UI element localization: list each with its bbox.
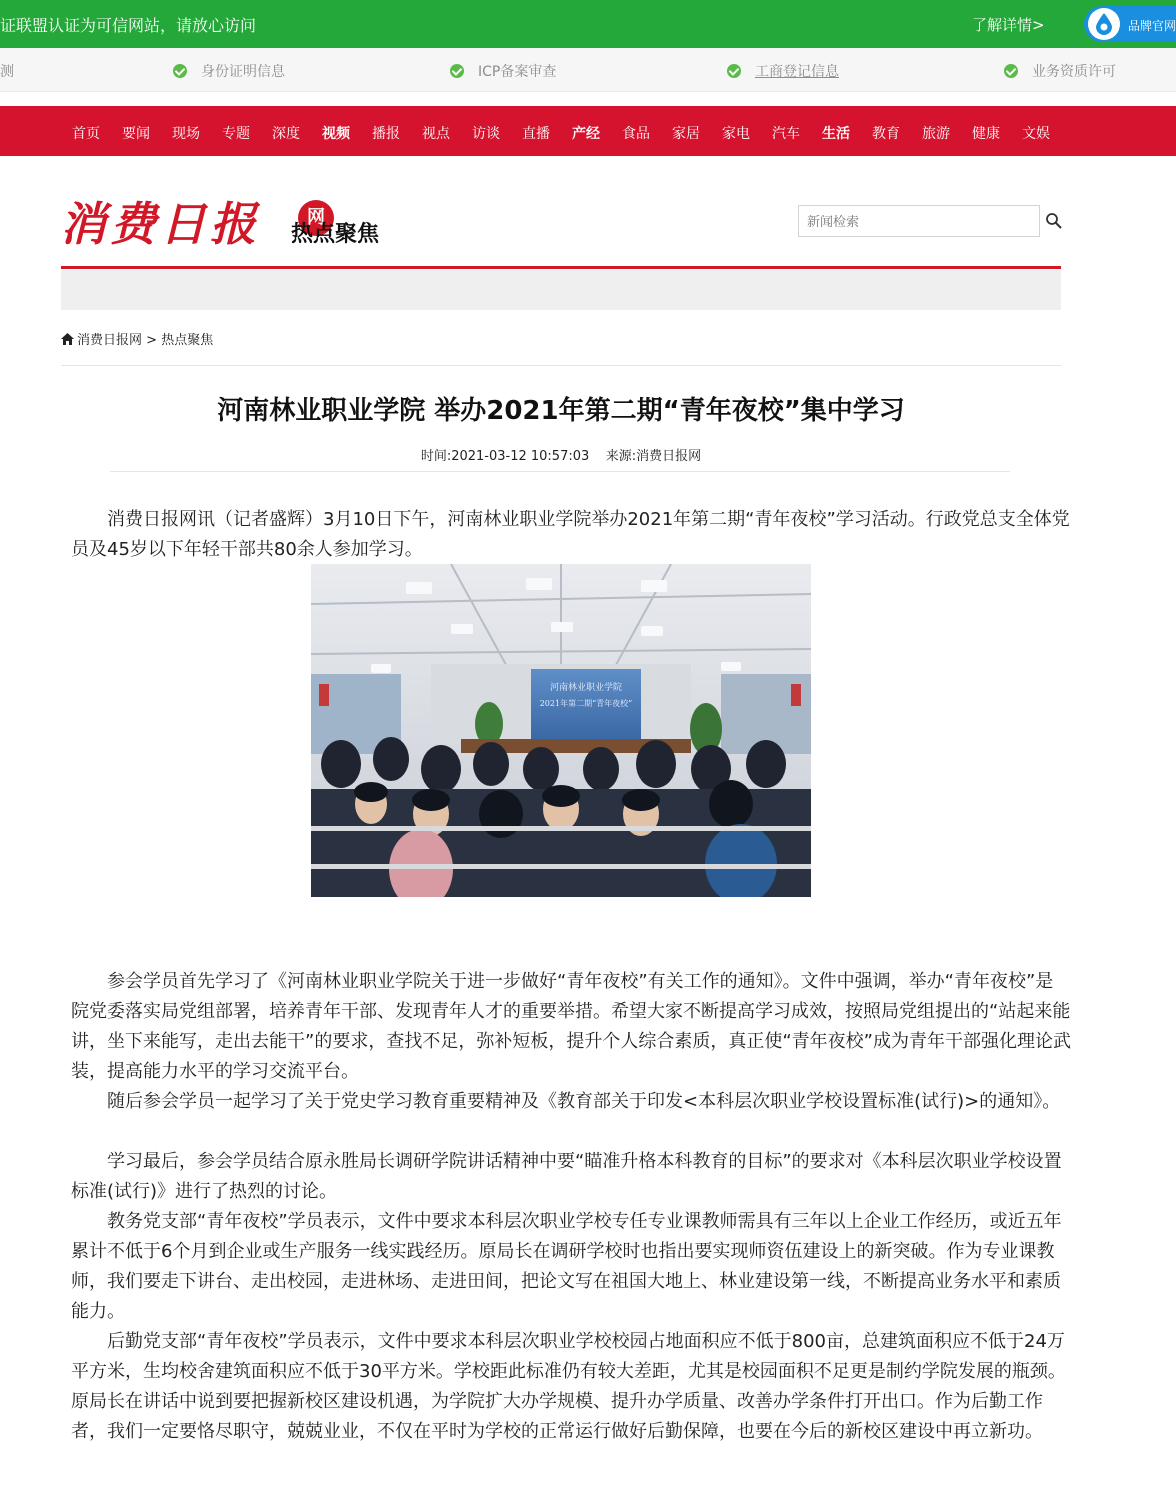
nav-item[interactable]: 首页: [72, 126, 100, 142]
breadcrumb-home[interactable]: 消费日报网: [77, 333, 143, 348]
check-circle-icon: [450, 64, 464, 78]
nav-item[interactable]: 播报: [372, 126, 400, 142]
nav-item[interactable]: 视频: [322, 126, 350, 142]
check-circle-icon: [173, 64, 187, 78]
check-circle-icon: [727, 64, 741, 78]
divider: [61, 365, 1061, 366]
brand-label: 品牌官网: [1128, 19, 1176, 33]
verify-item-icp: ICP备案审查: [450, 61, 556, 81]
screen-title-text: 河南林业职业学院: [549, 683, 623, 693]
article-paragraph: 教务党支部“青年夜校”学员表示，文件中要求本科层次职业学校专任专业课教师需具有三年以上企业工作经历，或近五年累计不低于6个月到企业或生产服务一线实践经历。原局长在调研学校时也指出要实现师资伍建设上的新突破。作为专业课教师，我们要走下讲台、走出校园，走进林场、走进田间，把论文写在祖国大地上、林业建设第一线，不断提高业务水平和素质能力。: [71, 1211, 1062, 1322]
nav-item[interactable]: 要闻: [122, 126, 150, 142]
verify-item-identity: 身份证明信息: [173, 61, 285, 81]
nav-item[interactable]: 汽车: [772, 126, 800, 142]
news-search-input[interactable]: [798, 205, 1040, 237]
site-logo[interactable]: [60, 188, 325, 251]
nav-item[interactable]: 生活: [822, 126, 850, 142]
nav-item[interactable]: 家居: [672, 126, 700, 142]
nav-item[interactable]: 教育: [872, 126, 900, 142]
nav-item[interactable]: 直播: [522, 126, 550, 142]
nav-item[interactable]: 视点: [422, 126, 450, 142]
nav-item[interactable]: 健康: [972, 126, 1000, 142]
article-title: 河南林业职业学院 举办2021年第二期“青年夜校”集中学习: [217, 396, 905, 426]
nav-item[interactable]: 产经: [572, 126, 600, 142]
breadcrumb: [61, 329, 213, 348]
search-icon[interactable]: [1045, 212, 1063, 230]
trust-banner: [0, 0, 1176, 48]
nav-item[interactable]: 旅游: [922, 126, 950, 142]
divider: [110, 471, 1010, 472]
verification-bar: [0, 48, 1176, 92]
screen-subtitle-text: 2021年第二期“青年夜校”: [539, 699, 633, 708]
article-paragraph: 后勤党支部“青年夜校”学员表示，文件中要求本科层次职业学校校园占地面积应不低于800亩，总建筑面积应不低于24万平方米，生均校舍建筑面积应不低于30平方米。学校距此标准仍有较大差距，尤其是校园面积不足更是制约学院发展的瓶颈。原局长在讲话中说到要把握新校区建设机遇，为学院扩大办学规模、提升办学质量、改善办学条件打开出口。作为后勤工作者，我们一定要恪尽职守，兢兢业业，不仅在平时为学校的正常运行做好后勤保障，也要在今后的新校区建设中再立新功。: [71, 1331, 1066, 1442]
nav-item[interactable]: 专题: [222, 126, 250, 142]
article-photo: [311, 564, 811, 897]
home-icon: [61, 333, 74, 345]
nav-item[interactable]: 食品: [622, 126, 650, 142]
verify-item-license: 业务资质许可: [1004, 61, 1116, 81]
article-paragraph: 消费日报网讯（记者盛辉）3月10日下午，河南林业职业学院举办2021年第二期“青年夜校”学习活动。行政党总支全体党员及45岁以下年轻干部共80余人参加学习。: [71, 509, 1070, 560]
brand-official-badge[interactable]: [1084, 6, 1176, 42]
nav-item[interactable]: 文娱: [1022, 126, 1050, 142]
sub-nav-band: [61, 270, 1061, 310]
article-paragraph: 学习最后，参会学员结合原永胜局长调研学院讲话精神中要“瞄准升格本科教育的目标”的要求对《本科层次职业学校设置标准(试行)》进行了热烈的讨论。: [71, 1151, 1062, 1202]
article-meta: [61, 445, 1061, 464]
main-nav: [0, 106, 1176, 156]
nav-item[interactable]: 家电: [722, 126, 750, 142]
nav-item[interactable]: 访谈: [472, 126, 500, 142]
article-paragraph: 随后参会学员一起学习了关于党史学习教育重要精神及《教育部关于印发<本科层次职业学校设置标准(试行)>的通知》。: [107, 1091, 1061, 1112]
nav-item[interactable]: 现场: [172, 126, 200, 142]
logo-badge: 网: [298, 200, 334, 236]
section-title: 热点聚焦: [291, 222, 380, 247]
article-time: 时间:2021-03-12 10:57:03: [420, 449, 590, 464]
logo-text: 消费日报: [60, 197, 260, 251]
article-paragraph: 参会学员首先学习了《河南林业职业学院关于进一步做好“青年夜校”有关工作的通知》。文件中强调，举办“青年夜校”是院党委落实局党组部署，培养青年干部、发现青年人才的重要举措。希望大家不断提高学习成效，按照局党组提出的“站起来能讲，坐下来能写，走出去能干”的要求，查找不足，弥补短板，提升个人综合素质，真正使“青年夜校”成为青年干部强化理论武装，提高能力水平的学习交流平台。: [71, 971, 1071, 1082]
trust-message: 证联盟认证为可信网站，请放心访问: [0, 16, 257, 35]
trust-more-link[interactable]: 了解详情>: [972, 16, 1045, 34]
nav-item[interactable]: 深度: [272, 126, 300, 142]
verify-item-business[interactable]: 工商登记信息: [727, 61, 839, 81]
water-drop-icon: [1088, 8, 1120, 40]
article-source: 来源:消费日报网: [605, 449, 702, 464]
check-circle-icon: [1004, 64, 1018, 78]
verify-item-partial: 测: [0, 64, 14, 80]
header-divider: [61, 266, 1061, 269]
breadcrumb-current[interactable]: 热点聚焦: [161, 333, 214, 348]
breadcrumb-separator: >: [146, 333, 158, 348]
